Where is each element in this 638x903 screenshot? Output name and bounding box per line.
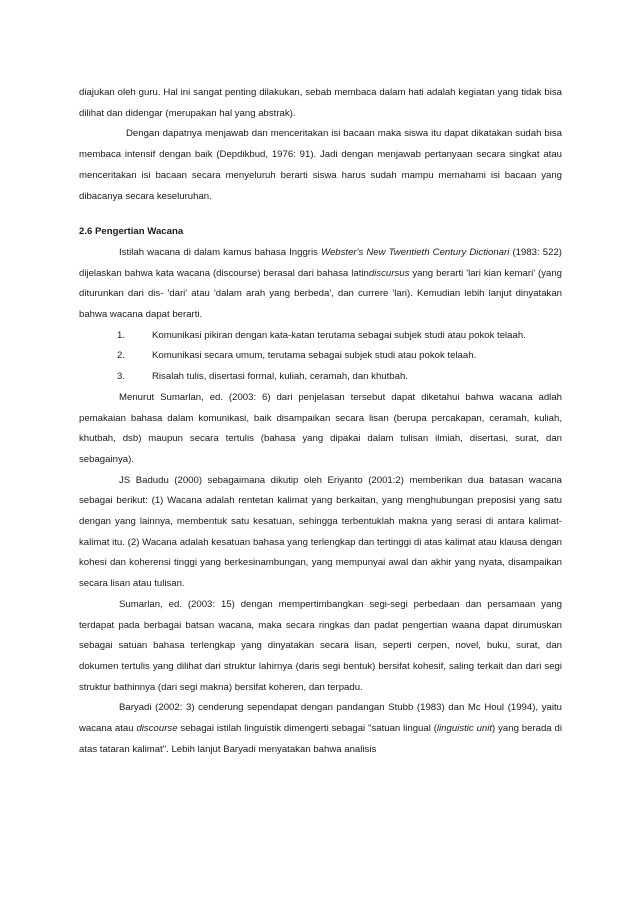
list-item bbox=[117, 346, 562, 367]
paragraph-badudu: JS Badudu (2000) sebagaimana dikutip oleh Eriyanto (2001:2) memberikan dua batasan wacana sebagai berikut: (1) Wacana adalah rentetan kalimat yang berkaitan, yang menghubungan preposisi yang satu dengan yang lainnya, membentuk satu kesatuan, sehingga terbentuklah makna yang serasi di antara kalimat-kalimat itu. (2) Wacana adalah kesatuan bahasa yang terlengkap dan tertinggi di atas kalimat atau klausa dengan kohesi dan koherensi tinggi yang berkesinambungan, yang mempunyai awal dan akhir yang nyata, disampaikan secara lisan atau tulisan. bbox=[79, 474, 562, 590]
linguistic-unit-term: linguistic unit bbox=[436, 723, 493, 735]
intro-text-a: Istilah wacana di dalam kamus bahasa Inggris bbox=[119, 246, 322, 258]
latin-term: discursus bbox=[368, 267, 410, 279]
baryadi-text-c: sebagai istilah linguistik dimengerti sebagai "satuan lingual ( bbox=[177, 723, 437, 735]
list-number: 2. bbox=[117, 350, 126, 362]
dictionary-title: Webster's New Twentieth Century Dictionari bbox=[321, 246, 510, 258]
page-content bbox=[79, 83, 562, 761]
list-item bbox=[117, 326, 562, 347]
paragraph-sumarlan-6: Menurut Sumarlan, ed. (2003: 6) dari penjelasan tersebut dapat diketahui bahwa wacana adlah pemakaian bahasa dalam komunikasi, baik disampaikan secara lisan (berupa percakapan, ceramah, kuliah, khutbah, dsb) maupun secara tertulis (bahasa yang dipakai dalam tulisan ilmiah, disertasi, surat, dan sebagainya). bbox=[79, 391, 562, 465]
paragraph-baryadi bbox=[79, 698, 562, 760]
section-heading: 2.6 Pengertian Wacana bbox=[79, 226, 184, 238]
list-number: 1. bbox=[117, 329, 126, 341]
baryadi-text-e: ) yang berada di atas tataran kalimat". Lebih lanjut Baryadi menyatakan bahwa analisis bbox=[79, 723, 562, 755]
paragraph-intensive-reading: Dengan dapatnya menjawab dan menceritakan isi bacaan maka siswa itu dapat dikatakan sudah bisa membaca intensif dengan baik (Depdikbud, 1976: 91). Jadi dengan menjawab pertanyaan secara singkat atau menceritakan isi bacaan secara menyeluruh berarti siswa harus sudah mampu memahami isi bacaan yang dibacanya secara keseluruhan. bbox=[79, 128, 562, 202]
paragraph-continuation: diajukan oleh guru. Hal ini sangat penting dilakukan, sebab membaca dalam hati adalah kegiatan yang tidak bisa dilihat dan didengar (merupakan hal yang abstrak). bbox=[79, 87, 562, 119]
list-item bbox=[117, 367, 562, 388]
paragraph-sumarlan-15: Sumarlan, ed. (2003: 15) dengan mempertimbangkan segi-segi perbedaan dan persamaan yang terdapat pada berbagai batsan wacana, maka secara ringkas dan padat pengertian waana dapat dirumuskan sebagai satuan bahasa terlengkap yang dinyatakan secara lisan, seperti cerpen, novel, buku, surat, dan dokumen tertulis yang dilihat dari struktur lahirnya (daris segi bentuk) bersifat kohesif, saling terkait dan dari segi struktur bathinnya (dari segi makna) bersifat koheren, dan terpadu. bbox=[79, 598, 562, 693]
baryadi-text-a: Baryadi (2002: 3) cenderung sependapat dengan pandangan Stubb (1983) dan Mc Houl (1994), yaitu wacana atau bbox=[79, 702, 562, 735]
paragraph-definition bbox=[79, 243, 562, 326]
list-number: 3. bbox=[117, 371, 126, 383]
list-text: Komunikasi secara umum, terutama sebagai subjek studi atau pokok telaah. bbox=[152, 350, 477, 362]
list-text: Komunikasi pikiran dengan kata-katan terutama sebagai subjek studi atau pokok telaah. bbox=[152, 329, 526, 341]
intro-text-c: (1983: 522) dijelaskan bahwa kata wacana (discourse) berasal dari bahasa latin bbox=[79, 246, 562, 279]
discourse-term: discourse bbox=[136, 723, 178, 735]
list-text: Risalah tulis, disertasi formal, kuliah, ceramah, dan khutbah. bbox=[152, 371, 408, 383]
intro-text-e: yang berarti 'lari kian kemari' (yang diturunkan dari dis- 'dari' atau 'dalam arah yang berbeda', dan currere 'lari). Kemudian lebih lanjut dinyatakan bahwa wacana dapat berarti. bbox=[79, 267, 562, 321]
